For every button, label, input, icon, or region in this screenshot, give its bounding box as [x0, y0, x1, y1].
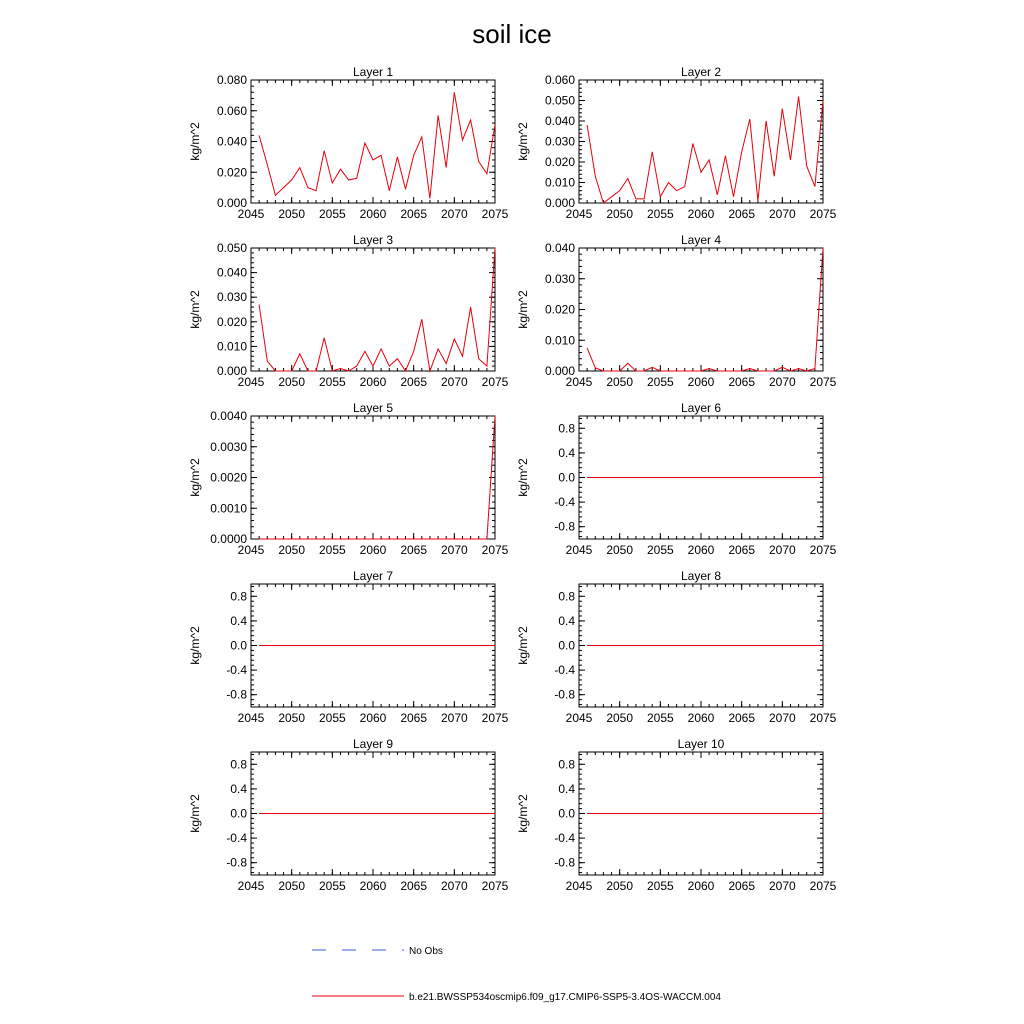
panel-layer-2: [516, 65, 837, 221]
y-axis-label: kg/m^2: [516, 794, 530, 833]
y-tick-label: 0.4: [230, 613, 247, 628]
x-tick-label: 2070: [440, 375, 468, 389]
x-tick-label: 2075: [481, 207, 509, 221]
panel-title: Layer 5: [352, 401, 394, 415]
panel-layer-5: [188, 401, 509, 557]
x-tick-label: 2055: [646, 543, 674, 557]
x-tick-label: 2065: [400, 879, 428, 893]
x-tick-label: 2060: [687, 879, 715, 893]
plot-frame: [579, 248, 823, 371]
y-axis-label: kg/m^2: [516, 626, 530, 665]
plot-frame: [579, 80, 823, 203]
x-tick-label: 2045: [237, 375, 265, 389]
x-tick-label: 2050: [278, 543, 306, 557]
y-tick-label: 0.8: [230, 589, 247, 604]
y-tick-label: 0.8: [558, 757, 575, 772]
y-tick-label: 0.4: [558, 445, 575, 460]
panel-layer-6: [516, 401, 837, 557]
panel-layer-4: [516, 233, 837, 389]
x-tick-label: 2050: [278, 207, 306, 221]
y-tick-label: 0.060: [544, 73, 575, 87]
x-tick-label: 2045: [565, 543, 593, 557]
x-tick-label: 2050: [278, 879, 306, 893]
panel-title: Layer 6: [680, 401, 722, 415]
panel-layer-3: [188, 233, 509, 389]
y-tick-label: 0.040: [216, 134, 247, 149]
x-tick-label: 2050: [606, 207, 634, 221]
y-tick-label: 0.8: [230, 757, 247, 772]
y-tick-label: 0.0030: [210, 439, 247, 454]
series-line: [587, 96, 823, 203]
x-tick-label: 2065: [728, 711, 756, 725]
y-tick-label: 0.0: [558, 638, 575, 653]
panel-layer-9: [188, 737, 509, 893]
y-tick-label: 0.050: [216, 241, 247, 255]
y-tick-label: 0.010: [544, 175, 575, 190]
y-tick-label: -0.8: [226, 855, 247, 870]
y-tick-label: -0.8: [226, 687, 247, 702]
y-tick-label: -0.4: [554, 831, 575, 846]
y-tick-label: 0.4: [558, 613, 575, 628]
figure-title: soil ice: [472, 19, 552, 49]
y-axis-label: kg/m^2: [188, 122, 202, 161]
y-tick-label: 0.4: [558, 781, 575, 796]
x-tick-label: 2065: [400, 375, 428, 389]
y-axis-label: kg/m^2: [516, 458, 530, 497]
x-tick-label: 2055: [318, 879, 346, 893]
x-tick-label: 2045: [565, 879, 593, 893]
x-tick-label: 2075: [481, 711, 509, 725]
x-tick-label: 2055: [646, 711, 674, 725]
x-tick-label: 2075: [481, 375, 509, 389]
x-tick-label: 2065: [728, 207, 756, 221]
y-tick-label: 0.000: [544, 364, 575, 378]
y-tick-label: 0.030: [216, 290, 247, 305]
panel-title: Layer 9: [352, 737, 394, 751]
panel-title: Layer 7: [352, 569, 394, 583]
y-tick-label: 0.030: [544, 271, 575, 286]
y-tick-label: 0.8: [558, 589, 575, 604]
y-tick-label: 0.020: [216, 165, 247, 180]
x-tick-label: 2045: [565, 711, 593, 725]
x-tick-label: 2050: [606, 375, 634, 389]
x-tick-label: 2060: [359, 879, 387, 893]
y-tick-label: 0.060: [216, 103, 247, 118]
x-tick-label: 2055: [646, 207, 674, 221]
y-tick-label: 0.0040: [210, 409, 247, 423]
y-tick-label: 0.020: [544, 155, 575, 169]
x-tick-label: 2065: [400, 207, 428, 221]
plot-frame: [251, 80, 495, 203]
y-tick-label: 0.050: [544, 93, 575, 108]
panel-layer-7: [188, 569, 509, 725]
y-axis-label: kg/m^2: [188, 290, 202, 329]
panel-layer-8: [516, 569, 837, 725]
x-tick-label: 2060: [359, 375, 387, 389]
x-tick-label: 2055: [646, 879, 674, 893]
series-line: [259, 248, 495, 371]
y-tick-label: 0.020: [216, 314, 247, 329]
x-tick-label: 2065: [400, 543, 428, 557]
x-tick-label: 2070: [440, 207, 468, 221]
y-tick-label: 0.0: [558, 806, 575, 821]
y-tick-label: 0.040: [544, 241, 575, 255]
panels: [188, 65, 837, 893]
series-line: [587, 248, 823, 371]
y-tick-label: -0.4: [554, 663, 575, 678]
y-axis-label: kg/m^2: [516, 290, 530, 329]
x-tick-label: 2070: [768, 375, 796, 389]
y-tick-label: 0.010: [216, 339, 247, 354]
x-tick-label: 2045: [565, 375, 593, 389]
y-tick-label: -0.8: [554, 519, 575, 534]
x-tick-label: 2065: [728, 543, 756, 557]
y-tick-label: 0.030: [544, 134, 575, 149]
x-tick-label: 2065: [728, 879, 756, 893]
x-tick-label: 2045: [237, 543, 265, 557]
y-axis-label: kg/m^2: [188, 626, 202, 665]
series-line: [259, 416, 495, 539]
panel-layer-1: [188, 65, 509, 221]
x-tick-label: 2075: [809, 207, 837, 221]
x-tick-label: 2060: [359, 207, 387, 221]
plot-frame: [251, 248, 495, 371]
series-line: [259, 92, 495, 198]
y-tick-label: 0.010: [544, 333, 575, 348]
y-tick-label: 0.0: [230, 638, 247, 653]
panel-title: Layer 10: [677, 737, 725, 751]
legend-no-obs-label: No Obs: [409, 946, 443, 957]
x-tick-label: 2075: [809, 711, 837, 725]
y-axis-label: kg/m^2: [516, 122, 530, 161]
x-tick-label: 2075: [481, 543, 509, 557]
panel-title: Layer 2: [680, 65, 722, 79]
x-tick-label: 2045: [237, 879, 265, 893]
y-tick-label: 0.000: [216, 196, 247, 210]
x-tick-label: 2070: [440, 543, 468, 557]
x-tick-label: 2070: [768, 543, 796, 557]
legend: [312, 946, 721, 1003]
x-tick-label: 2050: [606, 879, 634, 893]
x-tick-label: 2060: [687, 375, 715, 389]
y-tick-label: 0.020: [544, 302, 575, 317]
y-tick-label: -0.8: [554, 687, 575, 702]
y-axis-label: kg/m^2: [188, 458, 202, 497]
y-tick-label: 0.040: [544, 114, 575, 128]
y-tick-label: 0.0020: [210, 470, 247, 485]
x-tick-label: 2070: [440, 711, 468, 725]
y-tick-label: -0.4: [226, 831, 247, 846]
legend-model-label: b.e21.BWSSP534oscmip6.f09_g17.CMIP6-SSP5-3.4OS-WACCM.004: [409, 992, 721, 1003]
x-tick-label: 2070: [768, 711, 796, 725]
x-tick-label: 2050: [606, 711, 634, 725]
y-tick-label: 0.000: [544, 196, 575, 210]
panel-title: Layer 4: [680, 233, 722, 247]
y-tick-label: 0.0: [558, 470, 575, 485]
x-tick-label: 2070: [768, 207, 796, 221]
x-tick-label: 2065: [728, 375, 756, 389]
y-tick-label: 0.000: [216, 364, 247, 378]
y-tick-label: 0.0000: [210, 532, 247, 546]
y-tick-label: 0.040: [216, 265, 247, 280]
y-tick-label: 0.4: [230, 781, 247, 796]
panel-title: Layer 3: [352, 233, 394, 247]
x-tick-label: 2060: [687, 711, 715, 725]
y-tick-label: -0.4: [226, 663, 247, 678]
x-tick-label: 2075: [809, 879, 837, 893]
panel-title: Layer 1: [352, 65, 394, 79]
x-tick-label: 2055: [646, 375, 674, 389]
x-tick-label: 2045: [565, 207, 593, 221]
x-tick-label: 2045: [237, 711, 265, 725]
x-tick-label: 2055: [318, 543, 346, 557]
x-tick-label: 2065: [400, 711, 428, 725]
x-tick-label: 2045: [237, 207, 265, 221]
x-tick-label: 2075: [809, 375, 837, 389]
x-tick-label: 2075: [481, 879, 509, 893]
x-tick-label: 2060: [359, 543, 387, 557]
y-tick-label: 0.080: [216, 73, 247, 87]
x-tick-label: 2050: [278, 711, 306, 725]
y-tick-label: 0.8: [558, 421, 575, 436]
y-tick-label: -0.8: [554, 855, 575, 870]
x-tick-label: 2055: [318, 207, 346, 221]
panel-title: Layer 8: [680, 569, 722, 583]
plot-frame: [251, 416, 495, 539]
x-tick-label: 2075: [809, 543, 837, 557]
y-tick-label: 0.0010: [210, 501, 247, 516]
panel-layer-10: [516, 737, 837, 893]
x-tick-label: 2050: [606, 543, 634, 557]
y-tick-label: 0.0: [230, 806, 247, 821]
x-tick-label: 2050: [278, 375, 306, 389]
x-tick-label: 2055: [318, 375, 346, 389]
x-tick-label: 2060: [687, 207, 715, 221]
x-tick-label: 2060: [359, 711, 387, 725]
x-tick-label: 2055: [318, 711, 346, 725]
y-tick-label: -0.4: [554, 495, 575, 510]
x-tick-label: 2070: [440, 879, 468, 893]
x-tick-label: 2070: [768, 879, 796, 893]
y-axis-label: kg/m^2: [188, 794, 202, 833]
x-tick-label: 2060: [687, 543, 715, 557]
